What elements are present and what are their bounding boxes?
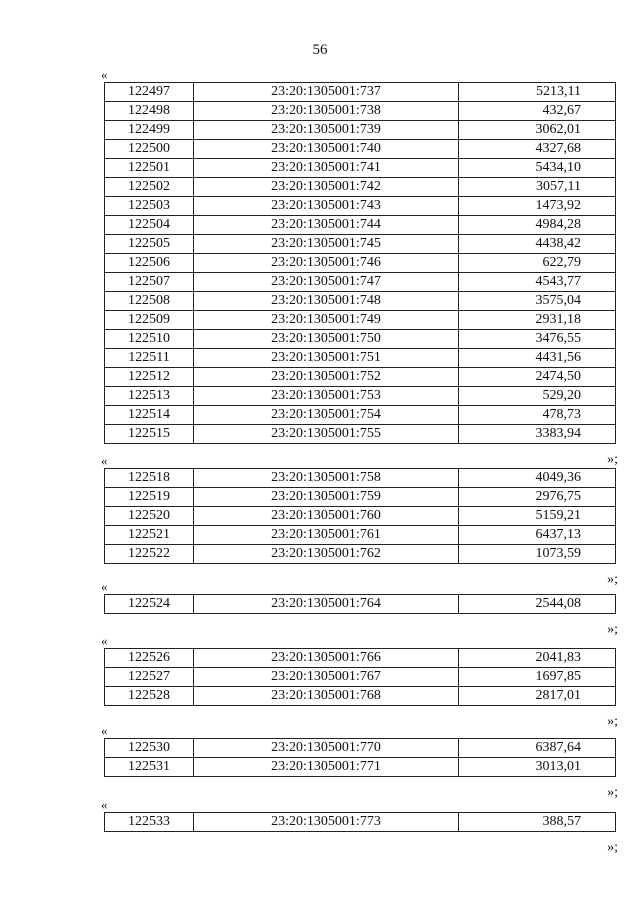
cadastral-table (104, 648, 616, 706)
row-number-cell: 122528 (105, 687, 194, 706)
cadastral-table (104, 594, 616, 614)
area-cell: 1473,92 (459, 197, 616, 216)
row-number-cell: 122508 (105, 292, 194, 311)
cadastral-number-cell: 23:20:1305001:749 (194, 311, 459, 330)
row-number-cell: 122533 (105, 813, 194, 832)
cadastral-number-cell: 23:20:1305001:740 (194, 140, 459, 159)
cadastral-number-cell: 23:20:1305001:762 (194, 545, 459, 564)
row-number-cell: 122526 (105, 649, 194, 668)
cadastral-number-cell: 23:20:1305001:737 (194, 83, 459, 102)
row-number-cell: 122503 (105, 197, 194, 216)
area-cell: 478,73 (459, 406, 616, 425)
row-number-cell: 122506 (105, 254, 194, 273)
page-number: 56 (312, 42, 328, 58)
table-row (105, 739, 616, 758)
cadastral-number-cell: 23:20:1305001:764 (194, 595, 459, 614)
cadastral-number-cell: 23:20:1305001:760 (194, 507, 459, 526)
row-number-cell: 122498 (105, 102, 194, 121)
cadastral-number-cell: 23:20:1305001:758 (194, 469, 459, 488)
cadastral-table (104, 812, 616, 832)
row-number-cell: 122501 (105, 159, 194, 178)
table-block (101, 579, 618, 637)
close-quote: »; (607, 572, 618, 587)
table-row (105, 668, 616, 687)
area-cell: 432,67 (459, 102, 616, 121)
close-quote: »; (607, 622, 618, 637)
row-number-cell: 122520 (105, 507, 194, 526)
open-quote: « (101, 723, 108, 738)
table-row (105, 140, 616, 159)
area-cell: 6437,13 (459, 526, 616, 545)
area-cell: 4438,42 (459, 235, 616, 254)
area-cell: 5159,21 (459, 507, 616, 526)
row-number-cell: 122531 (105, 758, 194, 777)
area-cell: 3062,01 (459, 121, 616, 140)
table-row (105, 330, 616, 349)
table-row (105, 687, 616, 706)
row-number-cell: 122514 (105, 406, 194, 425)
area-cell: 622,79 (459, 254, 616, 273)
table-row (105, 507, 616, 526)
cadastral-number-cell: 23:20:1305001:770 (194, 739, 459, 758)
table-block (101, 453, 618, 587)
close-quote: »; (607, 785, 618, 800)
row-number-cell: 122530 (105, 739, 194, 758)
row-number-cell: 122527 (105, 668, 194, 687)
table-row (105, 102, 616, 121)
open-quote: « (101, 67, 108, 82)
table-row (105, 813, 616, 832)
cadastral-table (104, 468, 616, 564)
table-row (105, 178, 616, 197)
open-quote: « (101, 453, 108, 468)
open-quote: « (101, 633, 108, 648)
cadastral-number-cell: 23:20:1305001:741 (194, 159, 459, 178)
row-number-cell: 122511 (105, 349, 194, 368)
row-number-cell: 122524 (105, 595, 194, 614)
row-number-cell: 122521 (105, 526, 194, 545)
area-cell: 4543,77 (459, 273, 616, 292)
area-cell: 1697,85 (459, 668, 616, 687)
table-row (105, 197, 616, 216)
cadastral-number-cell: 23:20:1305001:738 (194, 102, 459, 121)
row-number-cell: 122519 (105, 488, 194, 507)
area-cell: 2544,08 (459, 595, 616, 614)
area-cell: 6387,64 (459, 739, 616, 758)
area-cell: 1073,59 (459, 545, 616, 564)
row-number-cell: 122500 (105, 140, 194, 159)
cadastral-number-cell: 23:20:1305001:759 (194, 488, 459, 507)
cadastral-number-cell: 23:20:1305001:745 (194, 235, 459, 254)
table-row (105, 273, 616, 292)
table-row (105, 121, 616, 140)
cadastral-number-cell: 23:20:1305001:743 (194, 197, 459, 216)
table-row (105, 406, 616, 425)
cadastral-number-cell: 23:20:1305001:755 (194, 425, 459, 444)
row-number-cell: 122502 (105, 178, 194, 197)
area-cell: 2817,01 (459, 687, 616, 706)
row-number-cell: 122513 (105, 387, 194, 406)
cadastral-number-cell: 23:20:1305001:761 (194, 526, 459, 545)
row-number-cell: 122518 (105, 469, 194, 488)
table-row (105, 758, 616, 777)
area-cell: 388,57 (459, 813, 616, 832)
area-cell: 4431,56 (459, 349, 616, 368)
row-number-cell: 122497 (105, 83, 194, 102)
area-cell: 4984,28 (459, 216, 616, 235)
row-number-cell: 122504 (105, 216, 194, 235)
table-row (105, 254, 616, 273)
cadastral-number-cell: 23:20:1305001:746 (194, 254, 459, 273)
table-block (101, 797, 618, 855)
area-cell: 2976,75 (459, 488, 616, 507)
cadastral-number-cell: 23:20:1305001:767 (194, 668, 459, 687)
area-cell: 2931,18 (459, 311, 616, 330)
close-quote: »; (607, 452, 618, 467)
open-quote: « (101, 797, 108, 812)
table-row (105, 425, 616, 444)
row-number-cell: 122522 (105, 545, 194, 564)
area-cell: 2474,50 (459, 368, 616, 387)
cadastral-number-cell: 23:20:1305001:744 (194, 216, 459, 235)
area-cell: 3383,94 (459, 425, 616, 444)
cadastral-number-cell: 23:20:1305001:751 (194, 349, 459, 368)
cadastral-number-cell: 23:20:1305001:747 (194, 273, 459, 292)
table-block (101, 723, 618, 800)
row-number-cell: 122510 (105, 330, 194, 349)
table-row (105, 292, 616, 311)
open-quote: « (101, 579, 108, 594)
table-row (105, 311, 616, 330)
cadastral-number-cell: 23:20:1305001:771 (194, 758, 459, 777)
cadastral-number-cell: 23:20:1305001:750 (194, 330, 459, 349)
table-row (105, 488, 616, 507)
area-cell: 5213,11 (459, 83, 616, 102)
table-row (105, 159, 616, 178)
cadastral-table (104, 82, 616, 444)
table-row (105, 349, 616, 368)
row-number-cell: 122515 (105, 425, 194, 444)
area-cell: 3476,55 (459, 330, 616, 349)
table-row (105, 216, 616, 235)
area-cell: 4049,36 (459, 469, 616, 488)
row-number-cell: 122505 (105, 235, 194, 254)
cadastral-number-cell: 23:20:1305001:766 (194, 649, 459, 668)
area-cell: 2041,83 (459, 649, 616, 668)
table-row (105, 235, 616, 254)
close-quote: »; (607, 714, 618, 729)
cadastral-number-cell: 23:20:1305001:768 (194, 687, 459, 706)
cadastral-number-cell: 23:20:1305001:754 (194, 406, 459, 425)
row-number-cell: 122499 (105, 121, 194, 140)
table-row (105, 368, 616, 387)
table-row (105, 649, 616, 668)
row-number-cell: 122507 (105, 273, 194, 292)
table-row (105, 526, 616, 545)
table-row (105, 595, 616, 614)
table-block (101, 67, 618, 467)
table-row (105, 545, 616, 564)
cadastral-number-cell: 23:20:1305001:748 (194, 292, 459, 311)
area-cell: 3057,11 (459, 178, 616, 197)
cadastral-number-cell: 23:20:1305001:773 (194, 813, 459, 832)
area-cell: 529,20 (459, 387, 616, 406)
cadastral-number-cell: 23:20:1305001:752 (194, 368, 459, 387)
area-cell: 3575,04 (459, 292, 616, 311)
row-number-cell: 122512 (105, 368, 194, 387)
area-cell: 4327,68 (459, 140, 616, 159)
close-quote: »; (607, 840, 618, 855)
cadastral-number-cell: 23:20:1305001:739 (194, 121, 459, 140)
cadastral-number-cell: 23:20:1305001:753 (194, 387, 459, 406)
area-cell: 5434,10 (459, 159, 616, 178)
table-block (101, 633, 618, 729)
row-number-cell: 122509 (105, 311, 194, 330)
table-row (105, 469, 616, 488)
table-row (105, 387, 616, 406)
cadastral-number-cell: 23:20:1305001:742 (194, 178, 459, 197)
area-cell: 3013,01 (459, 758, 616, 777)
cadastral-table (104, 738, 616, 777)
table-row (105, 83, 616, 102)
